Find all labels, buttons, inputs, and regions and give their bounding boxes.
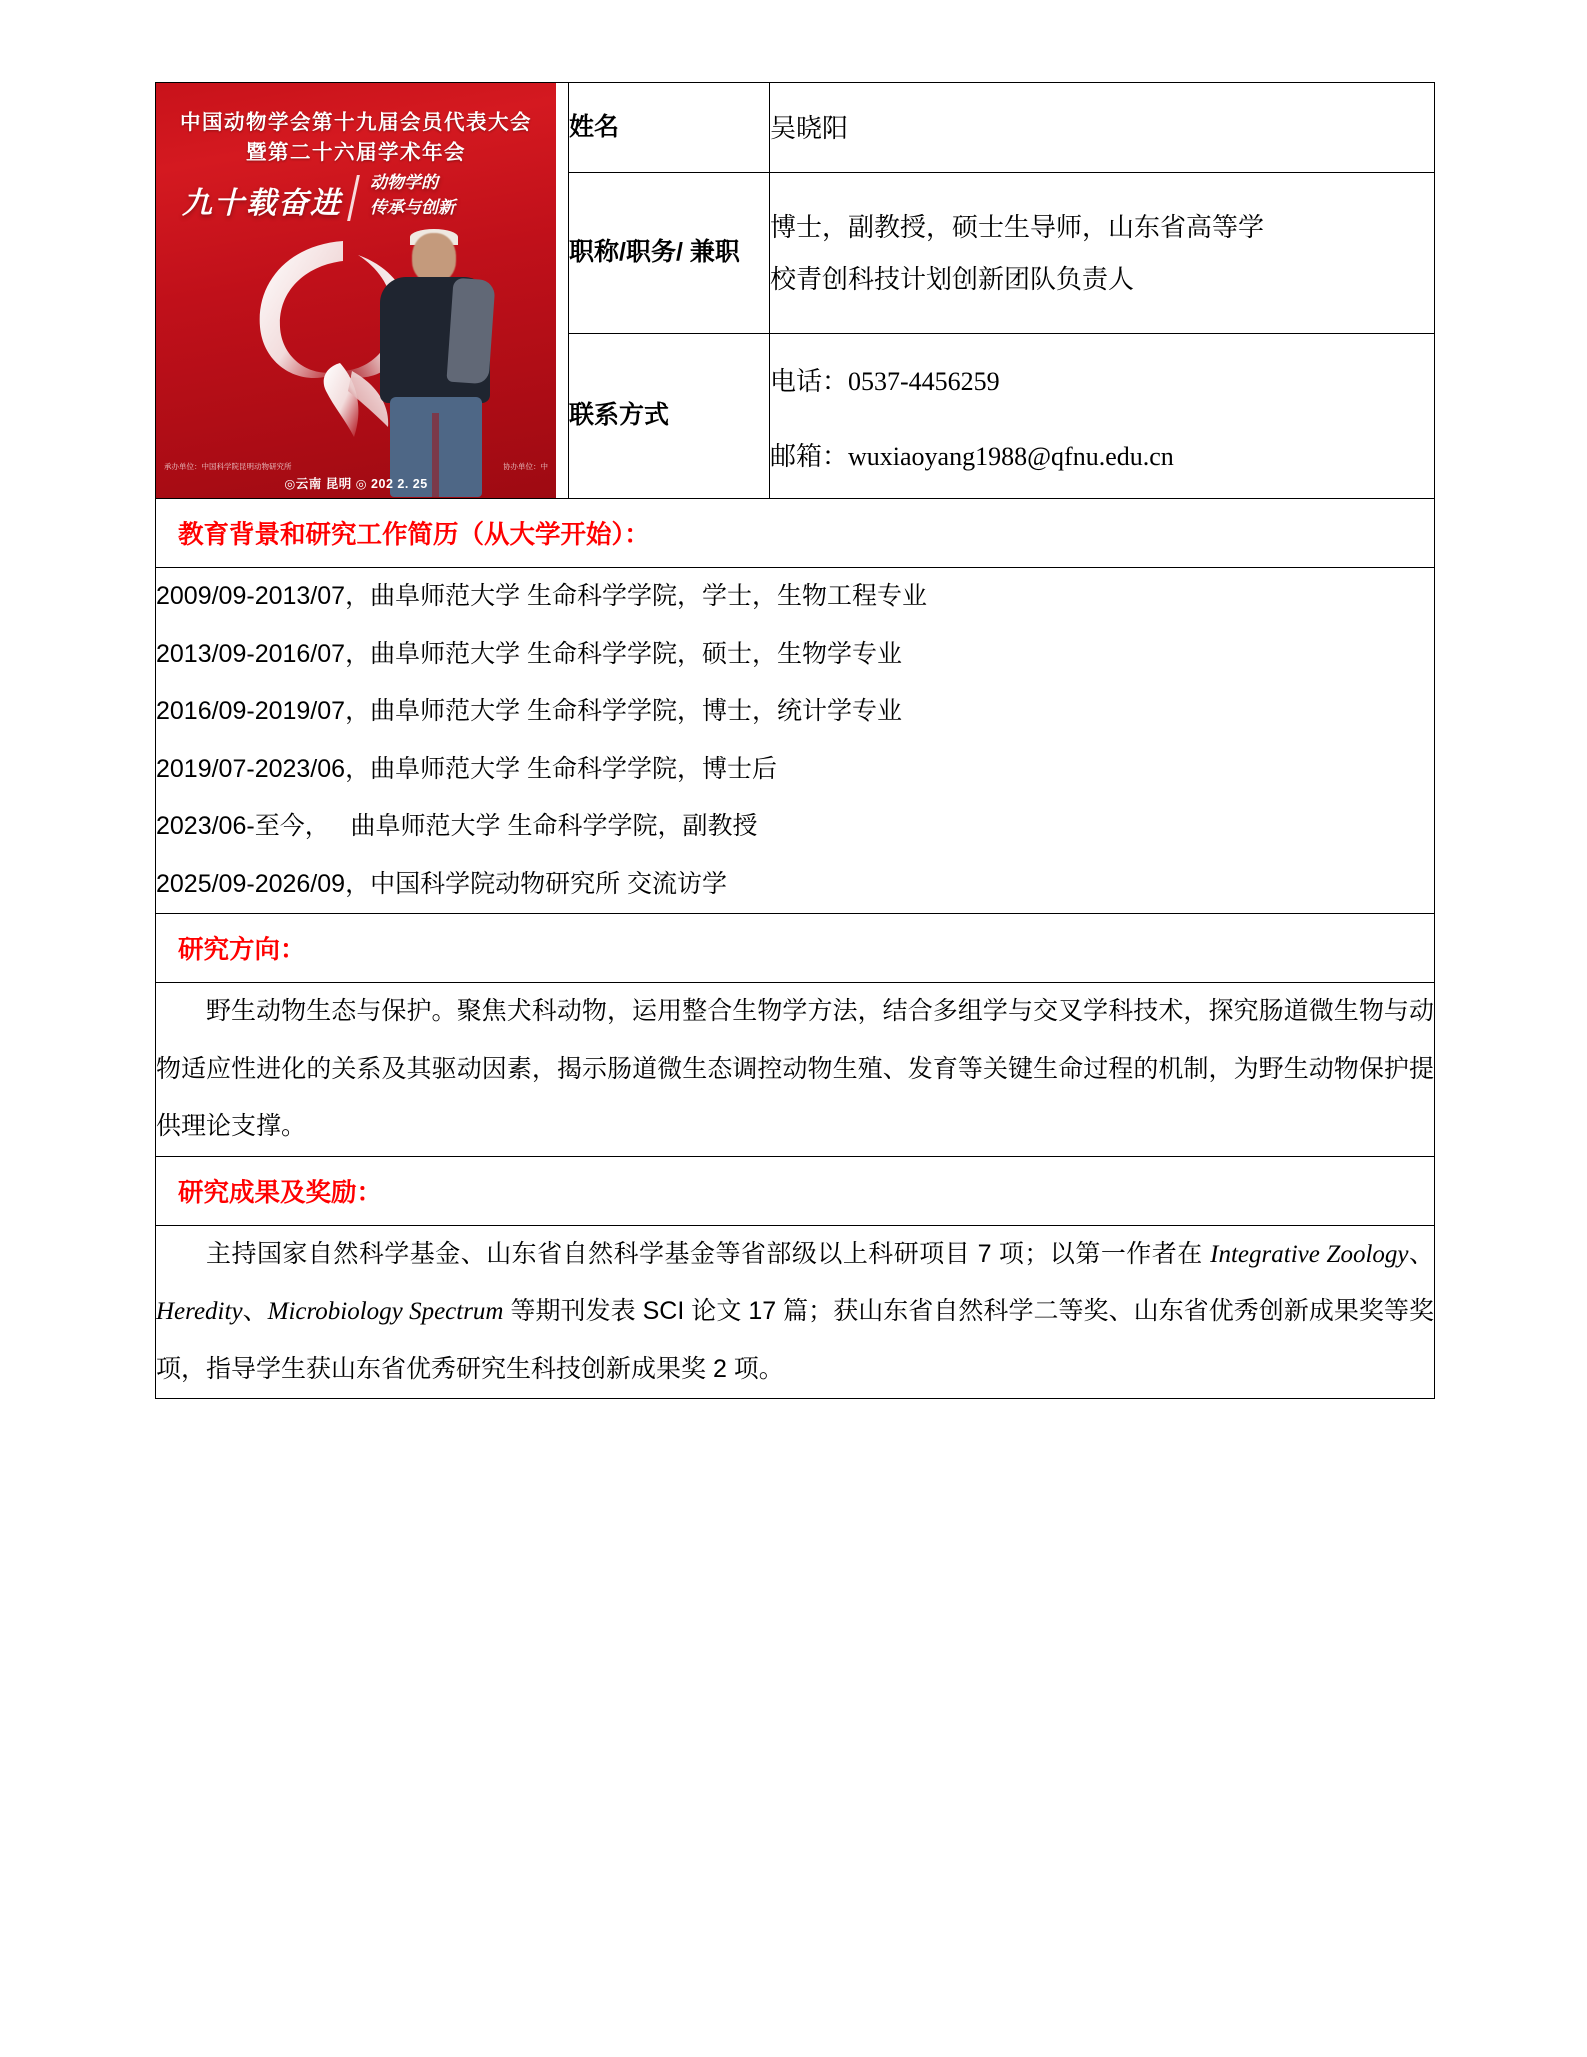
journal-name-1: Integrative Zoology [1210, 1240, 1409, 1268]
value-contact [770, 333, 1435, 498]
contact-email-value: wuxiaoyang1988@qfnu.edu.cn [848, 441, 1174, 471]
photo-footer-text: ◎云南 昆明 ◎ 202 2. 25 [284, 477, 428, 491]
person-figure [364, 233, 514, 498]
table-row-research-direction-body [156, 983, 1435, 1157]
contact-phone-prefix: 电话： [770, 365, 849, 396]
contact-phone [770, 355, 1434, 408]
education-entry: 2019/07-2023/06，曲阜师范大学 生命科学学院，博士后 [156, 754, 778, 783]
photo-organizer-text [164, 461, 548, 472]
person-head [412, 233, 456, 283]
photo-organizer-left: 承办单位：中国科学院昆明动物研究所 [164, 462, 292, 471]
section-header-research-direction [156, 914, 1435, 983]
research-direction-header-text: 研究方向： [156, 914, 1435, 983]
contact-email-prefix: 邮箱： [770, 440, 849, 471]
label-contact: 联系方式 [569, 333, 770, 498]
education-header-text: 教育背景和研究工作简历（从大学开始）： [156, 499, 1435, 568]
value-title-line2: 校青创科技计划创新团队负责人 [770, 263, 1135, 294]
table-row-name [156, 83, 1435, 173]
education-entry: 2025/09-2026/09，中国科学院动物研究所 交流访学 [156, 869, 728, 898]
achievements-body [156, 1225, 1435, 1399]
achievements-header-text: 研究成果及奖励： [156, 1156, 1435, 1225]
section-header-achievements [156, 1156, 1435, 1225]
journal-name-2: Heredity [156, 1298, 243, 1325]
table-row-education-body [156, 568, 1435, 914]
contact-email [770, 430, 1434, 483]
label-title [569, 173, 770, 334]
achievements-text [156, 1226, 1434, 1399]
education-entry: 2009/09-2013/07，曲阜师范大学 生命科学学院，学士，生物工程专业 [156, 582, 928, 610]
photo-slogan-right [370, 171, 455, 220]
label-title-line2: 兼职 [689, 238, 740, 267]
value-title-line1: 博士，副教授，硕士生导师，山东省高等学 [770, 211, 1265, 242]
education-entry: 2023/06-至今， 曲阜师范大学 生命科学学院，副教授 [156, 812, 758, 840]
profile-photo-cell [156, 83, 569, 499]
research-direction-text: 野生动物生态与保护。聚焦犬科动物，运用整合生物学方法，结合多组学与交叉学科技术，探究肠道微生物与动物适应性进化的关系及其驱动因素，揭示肠道微生态调控动物生殖、发育等关键生命过程的机制，为野生动物保护提供理论支撑。 [156, 997, 1434, 1140]
education-entry: 2013/09-2016/07，曲阜师范大学 生命科学学院，硕士，生物学专业 [156, 639, 903, 668]
photo-banner-line2: 暨第二十六届学术年会 [246, 141, 466, 164]
person-bag-strap [446, 278, 495, 385]
value-title [770, 173, 1435, 334]
journal-separator-2: 、 [242, 1297, 268, 1325]
photo-slogan-right-line2: 传承与创新 [370, 197, 455, 217]
value-name: 吴晓阳 [770, 83, 1435, 173]
section-header-education [156, 499, 1435, 568]
photo-banner-line1: 中国动物学会第十九届会员代表大会 [180, 111, 532, 134]
label-name: 姓名 [569, 83, 770, 173]
journal-separator-1: 、 [1408, 1239, 1434, 1268]
photo-slogan-right-line1: 动物学的 [370, 173, 438, 192]
label-title-line1: 职称/职务/ [569, 238, 683, 267]
contact-phone-value: 0537-4456259 [848, 366, 1000, 396]
table-row-achievements-body [156, 1225, 1435, 1399]
achievements-part2: 等期刊发表 SCI 论文 17 篇；获山东省自然科学二等奖、山东省优秀创新成果奖等奖项，指导学生获山东省优秀研究生科技创新成果奖 2 项。 [156, 1297, 1435, 1383]
research-direction-body [156, 983, 1435, 1157]
conference-photo [156, 83, 556, 498]
photo-slogan-left: 九十载奋进 [182, 187, 342, 220]
achievements-part1: 主持国家自然科学基金、山东省自然科学基金等省部级以上科研项目 7 项；以第一作者在 [206, 1239, 1211, 1268]
education-entry: 2016/09-2019/07，曲阜师范大学 生命科学学院，博士，统计学专业 [156, 697, 903, 725]
journal-name-3: Microbiology Spectrum [267, 1298, 504, 1325]
photo-organizer-right: 协办单位：中 [503, 462, 548, 471]
photo-slogan-divider [347, 175, 360, 221]
profile-table [155, 82, 1435, 1399]
education-body [156, 568, 1435, 914]
